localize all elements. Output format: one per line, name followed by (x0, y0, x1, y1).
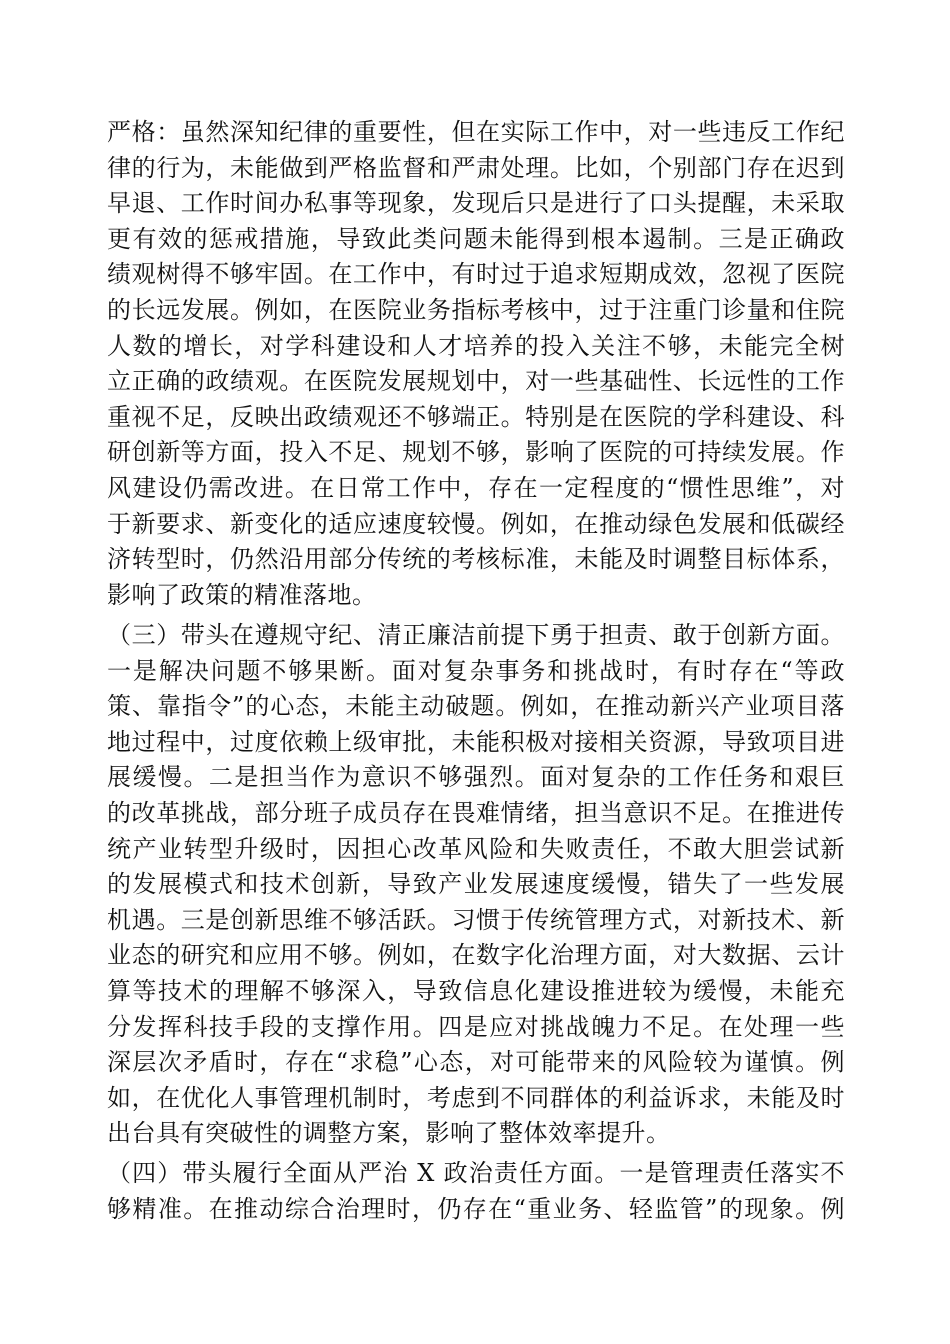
paragraph-continuation (107, 115, 845, 613)
text-line: 深层次矛盾时，存在“求稳”心态，对可能带来的风险较为谨慎。例 (107, 1048, 845, 1077)
section-heading-line: （三）带头在遵规守纪、清正廉洁前提下勇于担责、敢于创新方面。 (107, 621, 845, 649)
text-line: 影响了政策的精准落地。 (107, 580, 377, 609)
text-line: 绩观树得不够牢固。在工作中，有时过于追求短期成效，忽视了医院 (107, 260, 845, 289)
text-line: 济转型时，仍然沿用部分传统的考核标准，未能及时调整目标体系， (107, 545, 845, 574)
text-line: 的发展模式和技术创新，导致产业发展速度缓慢，错失了一些发展 (107, 870, 845, 899)
text-line: 如，在优化人事管理机制时，考虑到不同群体的利益诉求，未能及时 (107, 1083, 845, 1112)
text-line: 统产业转型升级时，因担心改革风险和失败责任，不敢大胆尝试新 (107, 834, 845, 863)
text-line: 的改革挑战，部分班子成员存在畏难情绪，担当意识不足。在推进传 (107, 798, 845, 827)
text-line: 更有效的惩戒措施，导致此类问题未能得到根本遏制。三是正确政 (107, 224, 845, 253)
text-line: 律的行为，未能做到严格监督和严肃处理。比如，个别部门存在迟到 (107, 153, 845, 182)
text-line: 展缓慢。二是担当作为意识不够强烈。面对复杂的工作任务和艰巨 (107, 763, 845, 792)
text-line: 风建设仍需改进。在日常工作中，存在一定程度的“惯性思维”，对 (107, 473, 845, 502)
text-line: 早退、工作时间办私事等现象，发现后只是进行了口头提醒，未采取 (107, 189, 845, 218)
text-line: 业态的研究和应用不够。例如，在数字化治理方面，对大数据、云计 (107, 941, 845, 970)
text-line: 的长远发展。例如，在医院业务指标考核中，过于注重门诊量和住院 (107, 295, 845, 324)
text-line: 地过程中，过度依赖上级审批，未能积极对接相关资源，导致项目进 (107, 727, 845, 756)
paragraph-section-4 (107, 1156, 845, 1227)
text-line: 够精准。在推动综合治理时，仍存在“重业务、轻监管”的现象。例 (107, 1194, 845, 1223)
text-line: 算等技术的理解不够深入，导致信息化建设推进较为缓慢，未能充 (107, 976, 845, 1005)
text-line: 严格：虽然深知纪律的重要性，但在实际工作中，对一些违反工作纪 (107, 118, 845, 146)
text-line: 策、靠指令”的心态，未能主动破题。例如，在推动新兴产业项目落 (107, 692, 845, 721)
text-line: 机遇。三是创新思维不够活跃。习惯于传统管理方式，对新技术、新 (107, 905, 845, 934)
text-line: 一是解决问题不够果断。面对复杂事务和挑战时，有时存在“等政 (107, 656, 845, 685)
text-line: 出台具有突破性的调整方案，影响了整体效率提升。 (107, 1119, 671, 1148)
text-line: 于新要求、新变化的适应速度较慢。例如，在推动绿色发展和低碳经 (107, 509, 845, 538)
paragraph-section-3 (107, 618, 845, 1152)
text-line: 立正确的政绩观。在医院发展规划中，对一些基础性、长远性的工作 (107, 367, 845, 396)
section-heading-line: （四）带头履行全面从严治 X 政治责任方面。一是管理责任落实不 (107, 1159, 845, 1187)
text-line: 人数的增长，对学科建设和人才培养的投入关注不够，未能完全树 (107, 331, 845, 360)
text-line: 重视不足，反映出政绩观还不够端正。特别是在医院的学科建设、科 (107, 402, 845, 431)
text-line: 研创新等方面，投入不足、规划不够，影响了医院的可持续发展。作 (107, 438, 845, 467)
text-line: 分发挥科技手段的支撑作用。四是应对挑战魄力不足。在处理一些 (107, 1012, 845, 1041)
